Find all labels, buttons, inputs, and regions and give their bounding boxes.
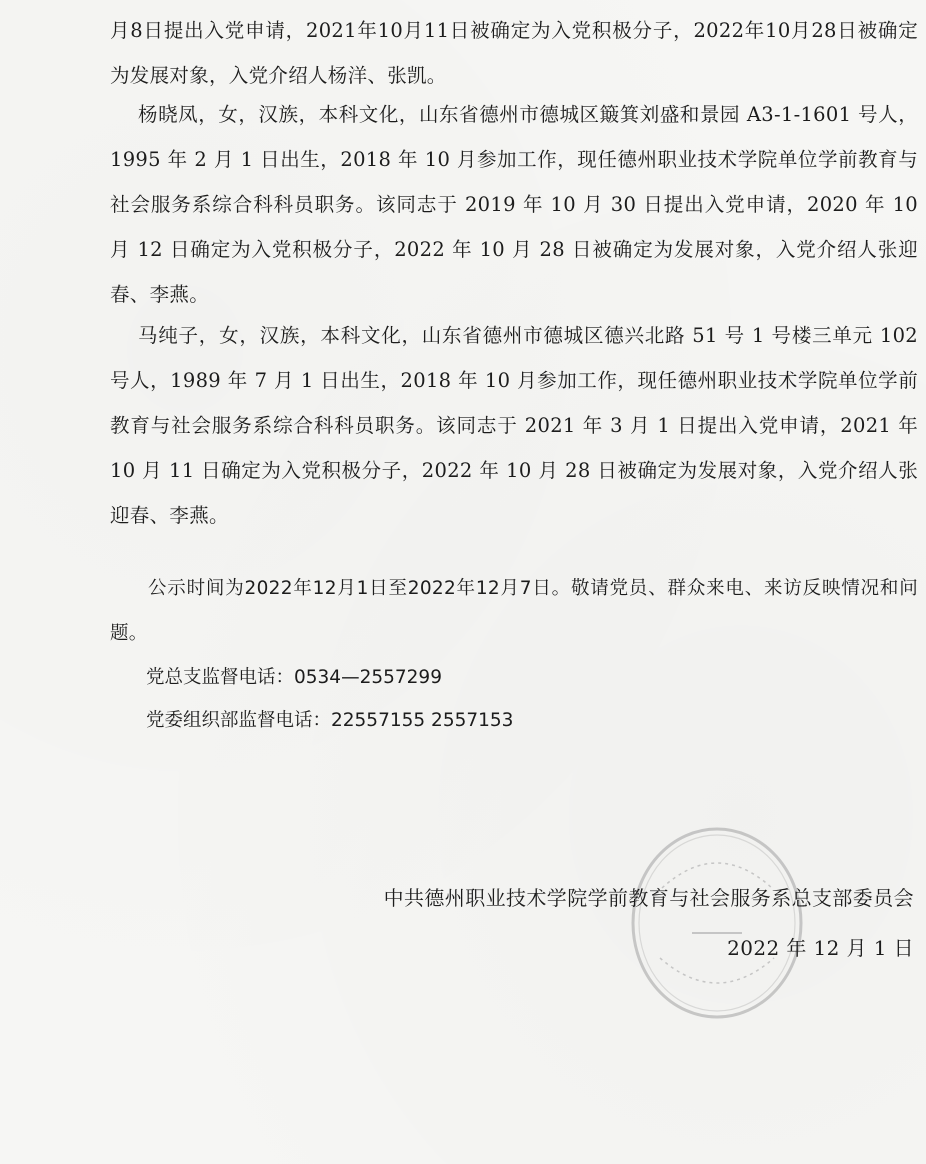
paragraph-ma-chunzi: 马纯子，女，汉族，本科文化，山东省德州市德城区德兴北路 51 号 1 号楼三单元 102 号人，1989 年 7 月 1 日出生，2018 年 10 月参加工作，现任德州职业技术学院单位学前教育与社会服务系综合科科员职务。该同志于 2021 年 3 月 1 日提出入党申请，2021 年 10 月 11 日确定为入党积极分子，2022 年 10 月 28 日被确定为发展对象，入党介绍人张迎春、李燕。	[110, 324, 918, 527]
org-dept-supervision-phone: 党委组织部监督电话：22557155 2557153	[146, 710, 514, 731]
signature-date: 2022 年 12 月 1 日	[727, 936, 914, 960]
paragraph-yang-xiaofeng: 杨晓凤，女，汉族，本科文化，山东省德州市德城区簸箕刘盛和景园 A3-1-1601 号人，1995 年 2 月 1 日出生，2018 年 10 月参加工作，现任德州职业技术学院单位学前教育与社会服务系综合科科员职务。该同志于 2019 年 10 月 30 日提出入党申请，2020 年 10 月 12 日确定为入党积极分子，2022 年 10 月 28 日被确定为发展对象，入党介绍人张迎春、李燕。	[110, 103, 918, 306]
paragraph-notice-period: 公示时间为2022年12月1日至2022年12月7日。敬请党员、群众来电、来访反映情况和问题。	[110, 578, 918, 644]
signature-organization: 中共德州职业技术学院学前教育与社会服务系总支部委员会	[383, 886, 914, 910]
paragraph-continued: 月8日提出入党申请，2021年10月11日被确定为入党积极分子，2022年10月28日被确定为发展对象，入党介绍人杨洋、张凯。	[110, 19, 918, 87]
branch-supervision-phone: 党总支监督电话：0534—2557299	[146, 667, 442, 688]
official-seal-stamp	[622, 818, 812, 1028]
